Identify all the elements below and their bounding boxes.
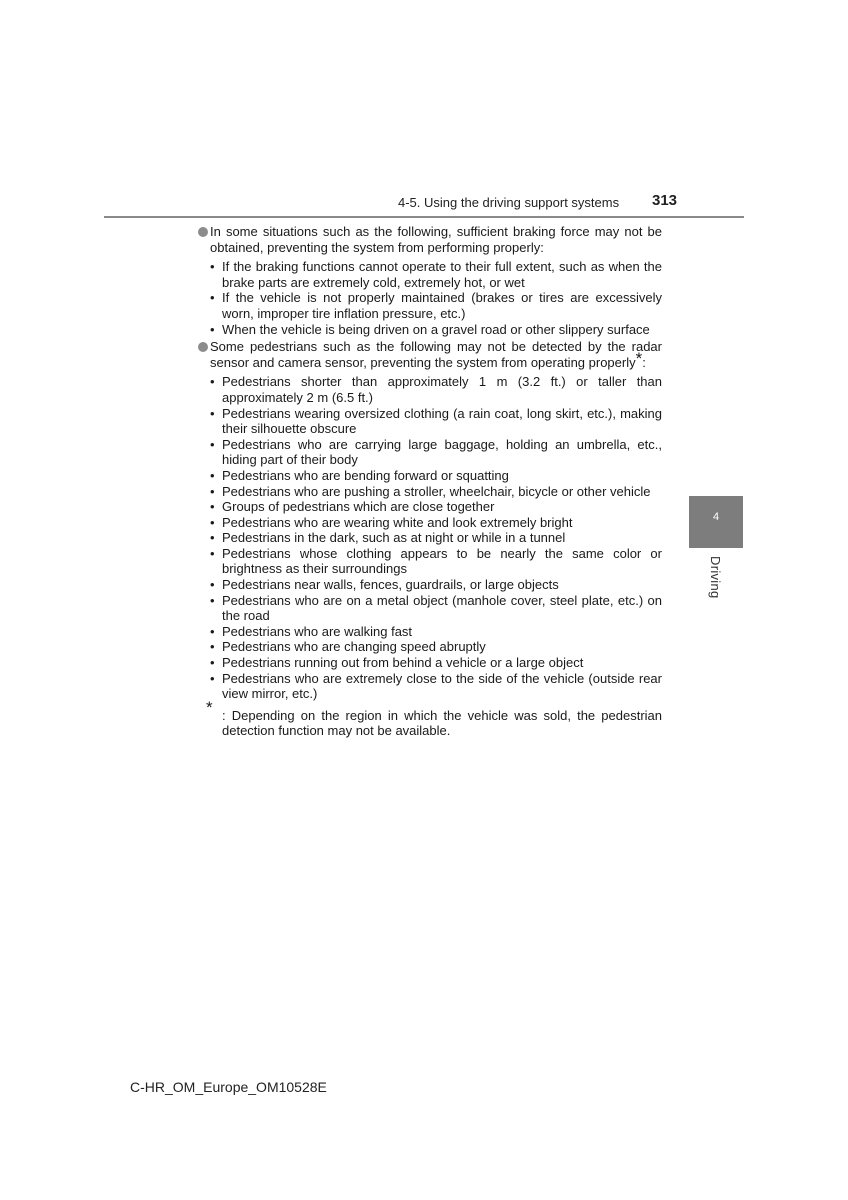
list-item: • Groups of pedestrians which are close together [210,499,495,515]
list-item: • Pedestrians who are walking fast [210,623,413,639]
list-item: • Pedestrians who are carrying large baggage, holding an umbrella, etc., hiding part of their body [210,436,662,468]
list-item: • Pedestrians who are changing speed abruptly [210,639,486,655]
footnote: * : Depending on the region in which the vehicle was sold, the pedestrian detection function may not be available. [206,697,662,739]
list-item: • Pedestrians who are extremely close to the side of the vehicle (outside rear view mirror, etc.) [210,670,662,702]
circle-bullet-icon [198,342,208,352]
footnote-text: : Depending on the region in which the vehicle was sold, the pedestrian detection function may not be available. [222,707,662,739]
list-item: • Pedestrians running out from behind a vehicle or a large object [210,655,584,671]
list-item: • When the vehicle is being driven on a gravel road or other slippery surface [210,321,650,337]
list-item: • Pedestrians in the dark, such as at night or while in a tunnel [210,530,566,546]
pedestrian-conditions-list [198,374,662,701]
list-item: • Pedestrians wearing oversized clothing (a rain coat, long skirt, etc.), making their silhouette obscure [210,405,662,437]
list-item: • If the braking functions cannot operate to their full extent, such as when the brake parts are extremely cold, extremely hot, or wet [210,259,662,290]
chapter-number: 4 [712,511,720,523]
main-content [198,224,662,739]
paragraph-braking-force [198,224,662,255]
page-number: 313 [652,192,678,209]
paragraph-pedestrians: Some pedestrians such as the following may not be detected by the radar sensor and camera sensor, preventing the system from operating properly*: [198,339,662,370]
list-item: • Pedestrians whose clothing appears to be nearly the same color or brightness as their surroundings [210,545,662,577]
header-divider [104,216,744,218]
braking-conditions-list [198,259,662,337]
document-code: C-HR_OM_Europe_OM10528E [130,1079,327,1095]
section-title: 4-5. Using the driving support systems [398,195,620,210]
asterisk-mark: * [635,348,643,368]
list-item: • Pedestrians who are pushing a stroller, wheelchair, bicycle or other vehicle [210,483,651,499]
list-item: • Pedestrians who are on a metal object (manhole cover, steel plate, etc.) on the road [210,592,662,624]
chapter-tab [689,496,743,548]
list-item: • Pedestrians shorter than approximately 1 m (3.2 ft.) or taller than approximately 2 m (6.5 ft.) [210,374,662,405]
list-item: • Pedestrians who are bending forward or squatting [210,467,509,483]
circle-bullet-icon [198,227,208,237]
list-item: • Pedestrians who are wearing white and look extremely bright [210,514,573,530]
chapter-label: Driving [708,556,723,599]
paragraph-text: Some pedestrians such as the following may not be detected by the radar sensor and camera sensor, preventing the system from operating properly [210,339,662,370]
paragraph-text: In some situations such as the following, sufficient braking force may not be obtained, preventing the system from performing properly: [210,224,662,255]
list-item: • Pedestrians near walls, fences, guardrails, or large objects [210,577,559,593]
list-item: • If the vehicle is not properly maintained (brakes or tires are excessively worn, improper tire inflation pressure, etc.) [210,290,662,321]
